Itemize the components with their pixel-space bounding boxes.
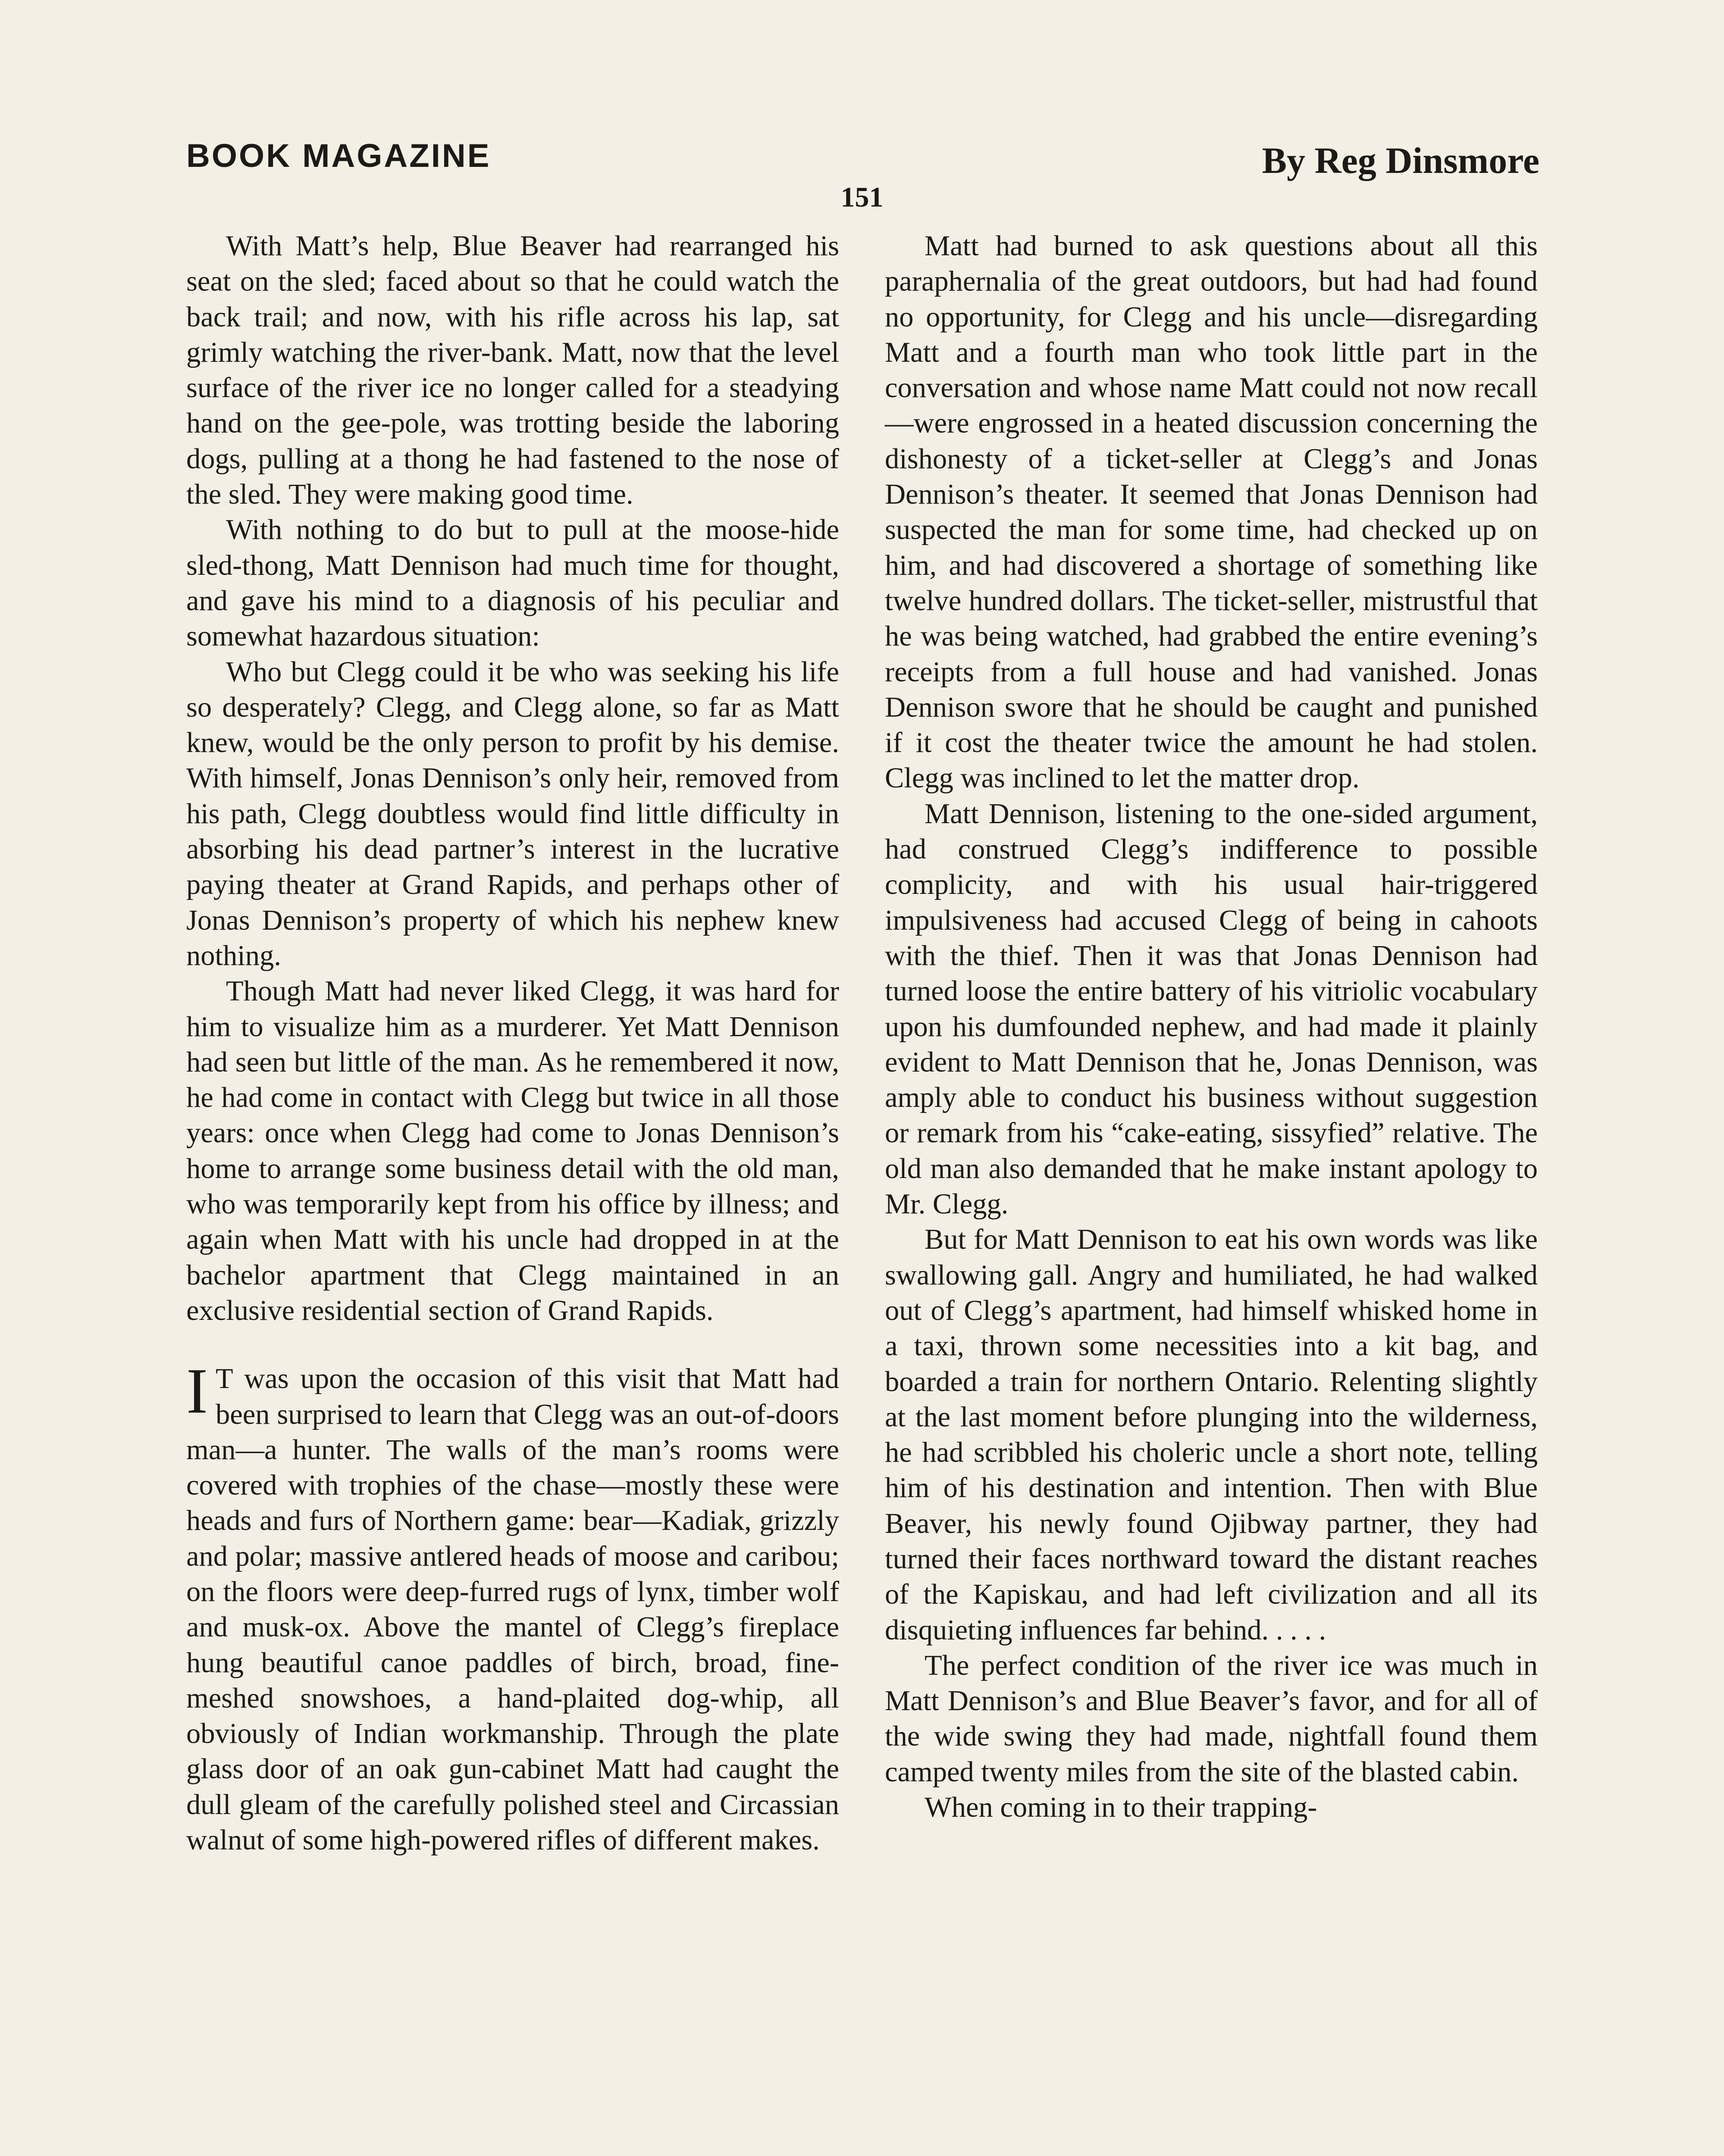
paragraph: Who but Clegg could it be who was seeking his life so desperately? Clegg, and Clegg alone, so far as Matt knew, would be the only person to profit by his demise. With himself, Jonas Dennison’s only heir, removed from his path, Clegg doubtless would find little difficulty in absorbing his dead partner’s interest in the lucrative paying theater at Grand Rapids, and perhaps other of Jonas Dennison’s property of which his nephew knew nothing. xyxy=(186,656,839,971)
paragraph: The perfect condition of the river ice was much in Matt Dennison’s and Blue Beaver’s favor, and for all of the wide swing they had made, nightfall found them camped twenty miles from the site of the blasted cabin. xyxy=(885,1649,1538,1788)
dropcap-paragraph xyxy=(186,1355,839,1858)
paragraph: With nothing to do but to pull at the moose-hide sled-thong, Matt Dennison had much time for thought, and gave his mind to a diagnosis of his peculiar and somewhat hazardous situation: xyxy=(186,514,839,652)
paragraph: Though Matt had never liked Clegg, it was hard for him to visualize him as a murderer. Yet Matt Dennison had seen but little of the man. As he remembered it now, he had come in contact with Clegg but twice in all those years: once when Clegg had come to Jonas Dennison’s home to arrange some business detail with the old man, who was temporarily kept from his office by illness; and again when Matt with his uncle had dropped in at the bachelor apartment that Clegg maintained in an exclusive residential section of Grand Rapids. xyxy=(186,975,839,1326)
byline: By Reg Dinsmore xyxy=(1262,140,1539,181)
paragraph: But for Matt Dennison to eat his own words was like swallowing gall. Angry and humiliated, he had walked out of Clegg’s apartment, had himself whisked home in a taxi, thrown some necessities into a kit bag, and boarded a train for northern Ontario. Relenting slightly at the last moment before plunging into the wilderness, he had scribbled his choleric uncle a short note, telling him of his destination and intention. Then with Blue Beaver, his newly found Ojibway partner, they had turned their faces northward toward the distant reaches of the Kapiskau, and had left civilization and all its disquieting influences far behind. . . . . xyxy=(885,1224,1538,1646)
page-number: 151 xyxy=(840,182,884,213)
dropcap-paragraph-text: T was upon the occasion of this visit that Matt had been surprised to learn that Clegg was an out-of-doors man—a hunter. The walls of the man’s rooms were covered with trophies of the chase—mostly these were heads and furs of Northern game: bear—Kadiak, grizzly and polar; massive antlered heads of moose and caribou; on the floors were deep-furred rugs of lynx, timber wolf and musk-ox. Above the mantel of Clegg’s fireplace hung beautiful canoe paddles of birch, broad, fine-meshed snowshoes, a hand-plaited dog-whip, all obviously of Indian workmanship. Through the plate glass door of an oak gun-cabinet Matt had caught the dull gleam of the carefully polished steel and Circassian walnut of some high-powered rifles of different makes. xyxy=(186,1363,839,1856)
magazine-title: BOOK MAGAZINE xyxy=(186,138,491,174)
drop-cap: I xyxy=(186,1355,208,1427)
paragraph: When coming in to their trapping- xyxy=(925,1792,1317,1824)
paragraph: With Matt’s help, Blue Beaver had rearranged his seat on the sled; faced about so that he could watch the back trail; and now, with his rifle across his lap, sat grimly watching the river-bank. Matt, now that the level surface of the river ice no longer called for a steadying hand on the gee-pole, was trotting beside the laboring dogs, pulling at a thong he had fastened to the nose of the sled. They were making good time. xyxy=(186,230,839,511)
right-column xyxy=(885,229,1538,1825)
paragraph: Matt Dennison, listening to the one-sided argument, had construed Clegg’s indifference to possible complicity, and with his usual hair-triggered impulsiveness had accused Clegg of being in cahoots with the thief. Then it was that Jonas Dennison had turned loose the entire battery of his vitriolic vocabulary upon his dumfounded nephew, and had made it plainly evident to Matt Dennison that he, Jonas Dennison, was amply able to conduct his business without suggestion or remark from his “cake-eating, sissyfied” relative. The old man also demanded that he make instant apology to Mr. Clegg. xyxy=(885,798,1538,1220)
left-column xyxy=(186,229,839,1858)
paragraph: Matt had burned to ask questions about all this paraphernalia of the great outdoors, but had had found no opportunity, for Clegg and his uncle—disregarding Matt and a fourth man who took little part in the conversation and whose name Matt could not now recall—were engrossed in a heated discussion concerning the dishonesty of a ticket-seller at Clegg’s and Jonas Dennison’s theater. It seemed that Jonas Dennison had suspected the man for some time, had checked up on him, and had discovered a shortage of something like twelve hundred dollars. The ticket-seller, mistrustful that he was being watched, had grabbed the entire evening’s receipts from a full house and had vanished. Jonas Dennison swore that he should be caught and punished if it cost the theater twice the amount he had stolen. Clegg was inclined to let the matter drop. xyxy=(885,230,1538,794)
